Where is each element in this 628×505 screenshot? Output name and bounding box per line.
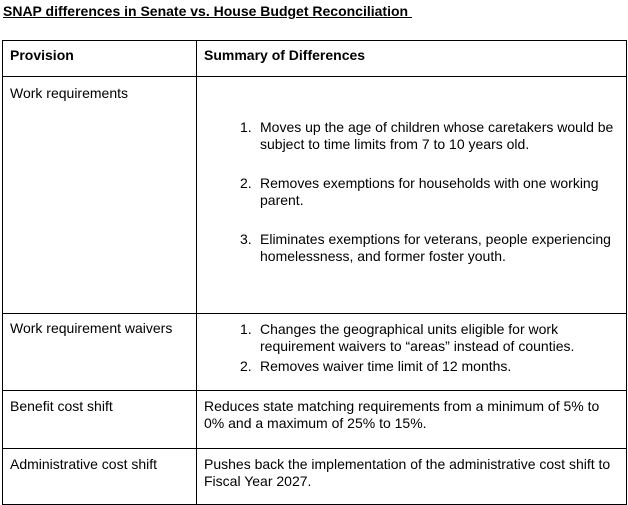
difference-list (204, 119, 619, 265)
list-item-text: Moves up the age of children whose caretakers would be subject to time limits from 7 to 10 years old. (260, 119, 614, 152)
list-item (204, 321, 619, 355)
document-title: SNAP differences in Senate vs. House Budget Reconciliation (3, 3, 412, 19)
provision-cell (3, 449, 197, 505)
summary-text: Pushes back the implementation of the administrative cost shift to Fiscal Year 2027. (204, 456, 611, 489)
table-row (3, 77, 627, 314)
list-item-text: Removes waiver time limit of 12 months. (260, 358, 512, 374)
provision-label: Administrative cost shift (10, 456, 158, 472)
list-item (204, 358, 619, 375)
provision-label: Work requirement waivers (10, 320, 173, 336)
list-item-text: Changes the geographical units eligible for work requirement waivers to “areas” instead of counties. (260, 321, 575, 354)
list-item-number: 2. (240, 175, 252, 191)
summary-text: Reduces state matching requirements from a minimum of 5% to 0% and a maximum of 25% to 15%. (204, 398, 600, 431)
difference-list (204, 321, 619, 375)
list-item-text: Removes exemptions for households with one working parent. (260, 175, 599, 208)
list-item (204, 175, 619, 209)
provision-cell (3, 314, 197, 391)
table-row (3, 314, 627, 391)
table-header-row (3, 41, 627, 77)
table-row (3, 391, 627, 449)
list-item-text: Eliminates exemptions for veterans, people experiencing homelessness, and former foster youth. (260, 231, 611, 264)
list-item-number: 1. (240, 119, 252, 135)
summary-cell (197, 77, 627, 314)
column-header-provision: Provision (3, 41, 197, 77)
list-item (204, 231, 619, 265)
list-item (204, 119, 619, 153)
list-item-number: 1. (240, 321, 252, 337)
list-item-number: 2. (240, 358, 252, 374)
summary-cell (197, 391, 627, 449)
provision-label: Benefit cost shift (10, 398, 113, 414)
column-header-summary: Summary of Differences (197, 41, 627, 77)
provision-cell (3, 77, 197, 314)
summary-cell (197, 449, 627, 505)
provision-label: Work requirements (10, 85, 129, 101)
snap-differences-table (2, 40, 627, 505)
provision-cell (3, 391, 197, 449)
list-item-number: 3. (240, 231, 252, 247)
summary-cell (197, 314, 627, 391)
table-row (3, 449, 627, 505)
